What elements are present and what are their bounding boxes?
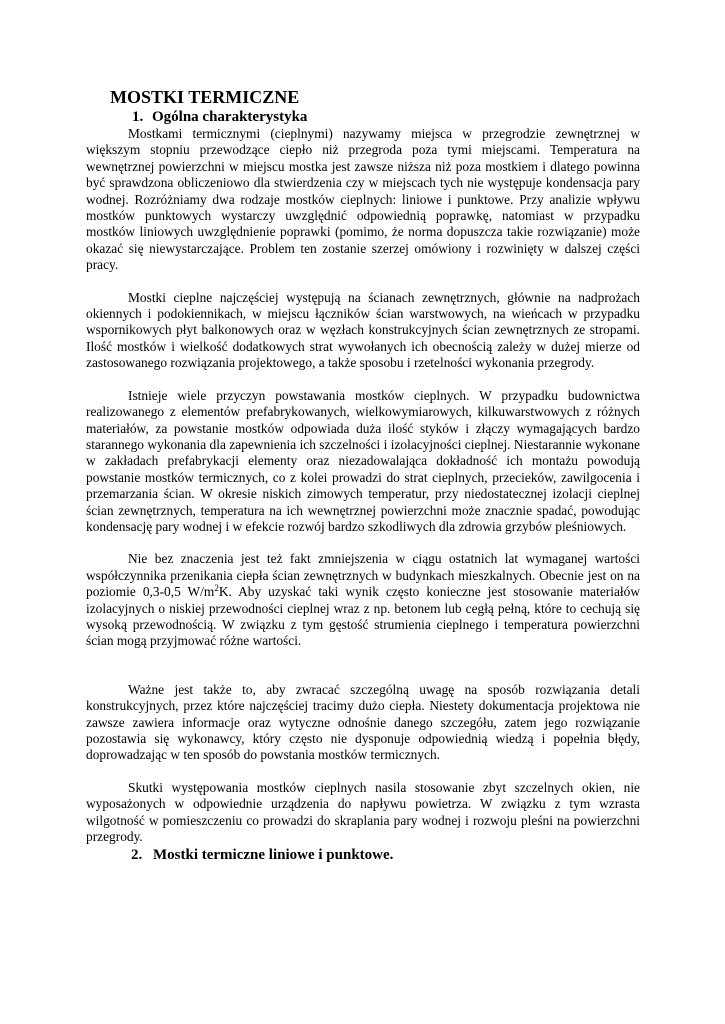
section-1-heading	[132, 108, 640, 126]
paragraph-3: Istnieje wiele przyczyn powstawania mostków cieplnych. W przypadku budownictwa realizowanego z elementów prefabrykowanych, wielkowymiarowych, kilkuwarstwowych z różnych materiałów, za powstanie mostków odpowiada duża ilość styków i złączy wymagających bardzo starannego wykonania dla zapewnienia ich szczelności i izolacyjności cieplnej. Niestarannie wykonane w zakładach prefabrykacji elementy oraz niezadowalająca dokładność ich montażu powodują powstanie mostków termicznych, co z kolei prowadzi do strat cieplnych, przecieków, zawilgocenia i przemarzania ścian. W okresie niskich zimowych temperatur, przy niedostatecznej izolacji cieplnej ścian zewnętrznych, temperatura na ich wewnętrznej powierzchni może znacznie spadać, powodując kondensację pary wodnej i w efekcie rozwój bardzo szkodliwych dla zdrowia grzybów pleśniowych.	[86, 387, 640, 534]
document-page	[86, 86, 640, 864]
section-1-number: 1.	[132, 109, 144, 125]
paragraph-1: Mostkami termicznymi (cieplnymi) nazywamy miejsca w przegrodzie zewnętrznej w większym stopniu przewodzące ciepło niż przegroda poza tymi miejscami. Temperatura na wewnętrznej powierzchni w miejscu mostka jest zawsze niższa niż poza mostkiem i dlatego powinna być sprawdzona obliczeniowo dla stwierdzenia czy w miejscach tych nie występuje kondensacja pary wodnej. Rozróżniamy dwa rodzaje mostków cieplnych: liniowe i punktowe. Przy analizie wpływu mostków punktowych wystarczy uwzględnić odpowiednią poprawkę, natomiast w przypadku mostków liniowych uwzględnienie poprawki (pomimo, że norma dopuszcza takie rozwiązanie) może okazać się niewystarczające. Problem ten zostanie szerzej omówiony i rozwinięty w dalszej części pracy.	[86, 126, 640, 273]
section-2-title: Mostki termiczne liniowe i punktowe.	[153, 847, 394, 864]
paragraph-4-part-1: Nie bez znaczenia jest też fakt zmniejszenia w ciągu ostatnich lat wymaganej wartości współczynnika przenikania ciepła ścian zewnętrznych w budynkach mieszkalnych. Obecnie jest on na poziomie 0,3-0,5 W/m	[86, 551, 640, 600]
paragraph-2: Mostki cieplne najczęściej występują na ścianach zewnętrznych, głównie na nadprożach okiennych i podokiennikach, w miejscu łączników ścian warstwowych, na wieńcach w przypadku wspornikowych płyt balkonowych oraz w węzłach konstrukcyjnych ścian zewnętrznych ze stropami. Ilość mostków i wielkość dodatkowych strat wywołanych ich obecnością zależy w dużej mierze od zastosowanego rozwiązania projektowego, a także sposobu i rzetelności wykonania przegrody.	[86, 289, 640, 371]
section-2-number: 2.	[131, 847, 143, 864]
paragraph-5: Ważne jest także to, aby zwracać szczególną uwagę na sposób rozwiązania detali konstrukcyjnych, przez które najczęściej tracimy dużo ciepła. Niestety dokumentacja projektowa nie zawsze zawiera informacje oraz wytyczne odnośnie danego szczegółu, zatem jego rozwiązanie pozostawia się wykonawcy, który często nie dysponuje odpowiednią wiedzą i popełnia błędy, doprowadzając w ten sposób do powstania mostków termicznych.	[86, 681, 640, 763]
section-1-title: Ogólna charakterystyka	[152, 109, 308, 125]
unit-exponent: 2	[214, 583, 219, 594]
paragraph-4	[86, 551, 640, 649]
paragraph-4-part-2: K. Aby uzyskać taki wynik często konieczne jest stosowanie materiałów izolacyjnych o niskiej przewodności cieplnej wraz z np. betonem lub cegłą pełną, które to cechują się wysoką przewodnością. W związku z tym gęstość strumienia cieplnego i temperatura powierzchni ścian mogą przyjmować różne wartości.	[86, 584, 641, 649]
section-2-heading	[131, 846, 640, 864]
document-title: MOSTKI TERMICZNE	[110, 87, 300, 107]
paragraph-6: Skutki występowania mostków cieplnych nasila stosowanie zbyt szczelnych okien, nie wyposażonych w odpowiednie urządzenia do napływu powietrza. W związku z tym wzrasta wilgotność w pomieszczeniu co prowadzi do skraplania pary wodnej i rozwoju pleśni na powierzchni przegrody.	[86, 779, 640, 845]
